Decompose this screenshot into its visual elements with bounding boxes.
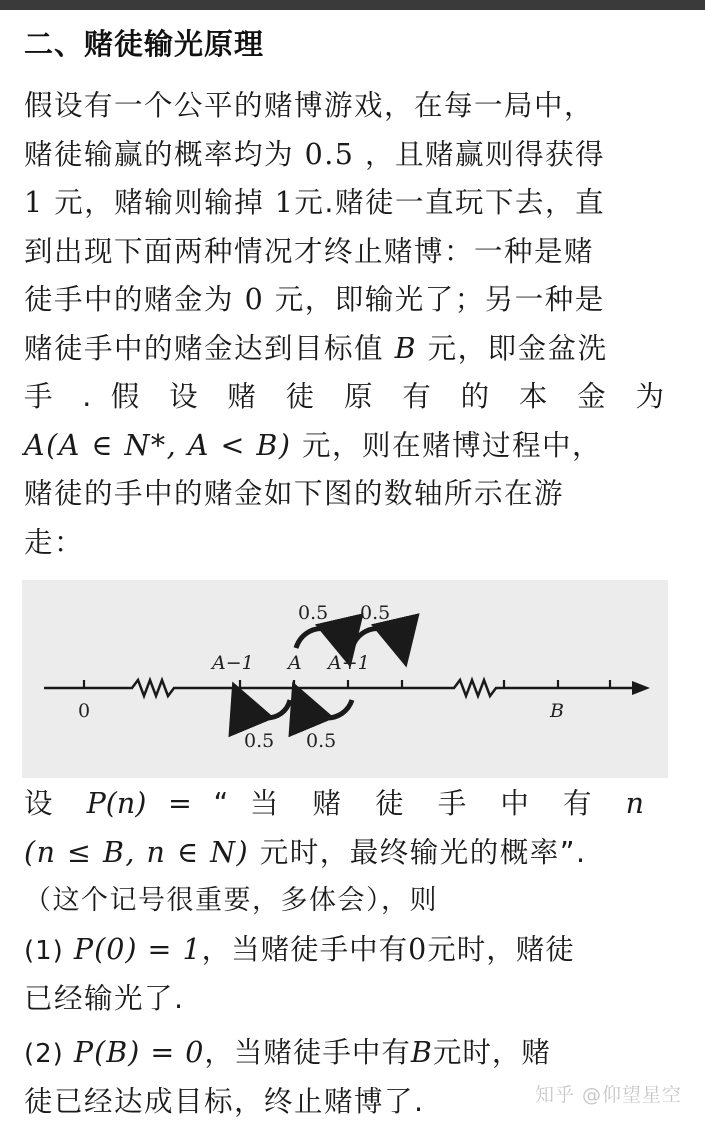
intro-char: 为	[635, 380, 664, 413]
amount-value: 1	[275, 186, 295, 219]
intro-line-8	[24, 422, 684, 471]
item-text: ，当赌徒手中有	[202, 933, 409, 966]
number-line-figure	[22, 580, 668, 778]
definition-line-2	[24, 829, 684, 878]
intro-char: 徒	[286, 380, 325, 413]
math-variable: n	[626, 787, 644, 820]
def-text: 元时，最终输光的概率”.	[260, 836, 587, 869]
definition-line-1	[24, 780, 644, 829]
intro-text: 元，则在赌博过程中，	[302, 429, 602, 462]
arc-a-plus-1-to-a	[300, 700, 352, 718]
def-char: 有	[563, 787, 604, 820]
intro-char: 的	[461, 380, 500, 413]
label-a-plus-1: A+1	[328, 652, 370, 674]
intro-text: 元，赌输则输掉	[54, 186, 264, 219]
def-char: 手	[438, 787, 479, 820]
arc-a-to-a-minus-1	[240, 700, 290, 718]
label-a: A	[288, 652, 302, 674]
axis-arrowhead	[632, 681, 650, 695]
intro-char: 设	[169, 380, 208, 413]
intro-char: 赌	[227, 380, 266, 413]
definition-paragraph	[24, 780, 684, 926]
number-line-svg	[22, 580, 668, 778]
math-expression: (n ≤ B, n ∈ N)	[24, 836, 249, 869]
prob-label-bottom-left: 0.5	[244, 730, 274, 752]
section-heading: 二、赌徒输光原理	[24, 22, 264, 63]
def-char: 当	[250, 787, 291, 820]
def-char: 赌	[312, 787, 353, 820]
item-number: (1)	[24, 936, 64, 966]
math-expression: A(A ∈ N*, A < B)	[24, 429, 291, 462]
item-text: 元时，赌	[433, 1036, 551, 1069]
prob-label-top-left: 0.5	[298, 602, 328, 624]
prob-label-top-right: 0.5	[360, 602, 390, 624]
intro-line-3	[24, 179, 684, 228]
definition-line-3: （这个记号很重要，多体会），则	[24, 877, 684, 926]
def-char: 徒	[375, 787, 416, 820]
def-char: 中	[500, 787, 541, 820]
item-1-line-2: 已经输光了.	[24, 975, 684, 1024]
intro-char: 假	[111, 380, 150, 413]
intro-text: 徒手中的赌金为	[24, 283, 234, 316]
label-a-minus-1: A−1	[212, 652, 254, 674]
intro-text: 赌徒输赢的概率均为	[24, 138, 294, 171]
watermark: 知乎 @仰望星空	[535, 1080, 682, 1107]
intro-line-6	[24, 325, 684, 374]
intro-line-2	[24, 131, 684, 180]
item-2-line-1	[24, 1029, 684, 1078]
label-b: B	[550, 700, 564, 722]
item-text: 元时，赌徒	[427, 933, 575, 966]
intro-text: ，且赌赢则得获得	[365, 138, 605, 171]
amount-value: 1	[24, 186, 44, 219]
intro-char: 金	[577, 380, 616, 413]
amount-value: 0	[408, 933, 427, 966]
intro-text: 元.赌徒一直玩下去，直	[294, 186, 605, 219]
arc-a-to-a-plus-1	[296, 629, 346, 649]
math-expression: P(n) =	[87, 787, 192, 820]
intro-paragraph	[24, 82, 684, 567]
intro-char: 手	[24, 380, 63, 413]
intro-char: 原	[344, 380, 383, 413]
intro-text: 赌徒手中的赌金达到目标值	[24, 332, 384, 365]
intro-char: 有	[402, 380, 441, 413]
intro-text: 元，即输光了；另一种是	[275, 283, 605, 316]
target-variable: B	[395, 332, 417, 365]
item-number: (2)	[24, 1039, 64, 1069]
intro-char: .	[82, 380, 91, 413]
item-1-line-1	[24, 926, 684, 975]
def-char: “	[213, 787, 228, 820]
target-variable: B	[411, 1036, 433, 1069]
arc-a-plus-1-to-a-plus-2	[352, 629, 402, 649]
math-expression: P(B) = 0	[74, 1036, 205, 1069]
intro-char: 本	[519, 380, 558, 413]
intro-line-10: 走：	[24, 519, 684, 568]
math-expression: P(0) = 1	[74, 933, 202, 966]
intro-line-4: 到出现下面两种情况才终止赌博：一种是赌	[24, 228, 684, 277]
label-zero: 0	[78, 700, 90, 722]
def-char: 设	[24, 787, 65, 820]
probability-value: 0.5	[305, 138, 355, 171]
intro-line-1: 假设有一个公平的赌博游戏，在每一局中，	[24, 82, 684, 131]
intro-line-5	[24, 276, 684, 325]
intro-text: 元，即金盆洗	[428, 332, 608, 365]
amount-value: 0	[245, 283, 265, 316]
intro-line-9: 赌徒的手中的赌金如下图的数轴所示在游	[24, 470, 684, 519]
prob-label-bottom-right: 0.5	[306, 730, 336, 752]
item-text: ，当赌徒手中有	[204, 1036, 411, 1069]
item-2-line-2: 徒已经达成目标，终止赌博了.	[24, 1078, 684, 1126]
top-bar	[0, 0, 705, 10]
intro-line-7	[24, 373, 664, 422]
axis-line	[44, 680, 634, 696]
